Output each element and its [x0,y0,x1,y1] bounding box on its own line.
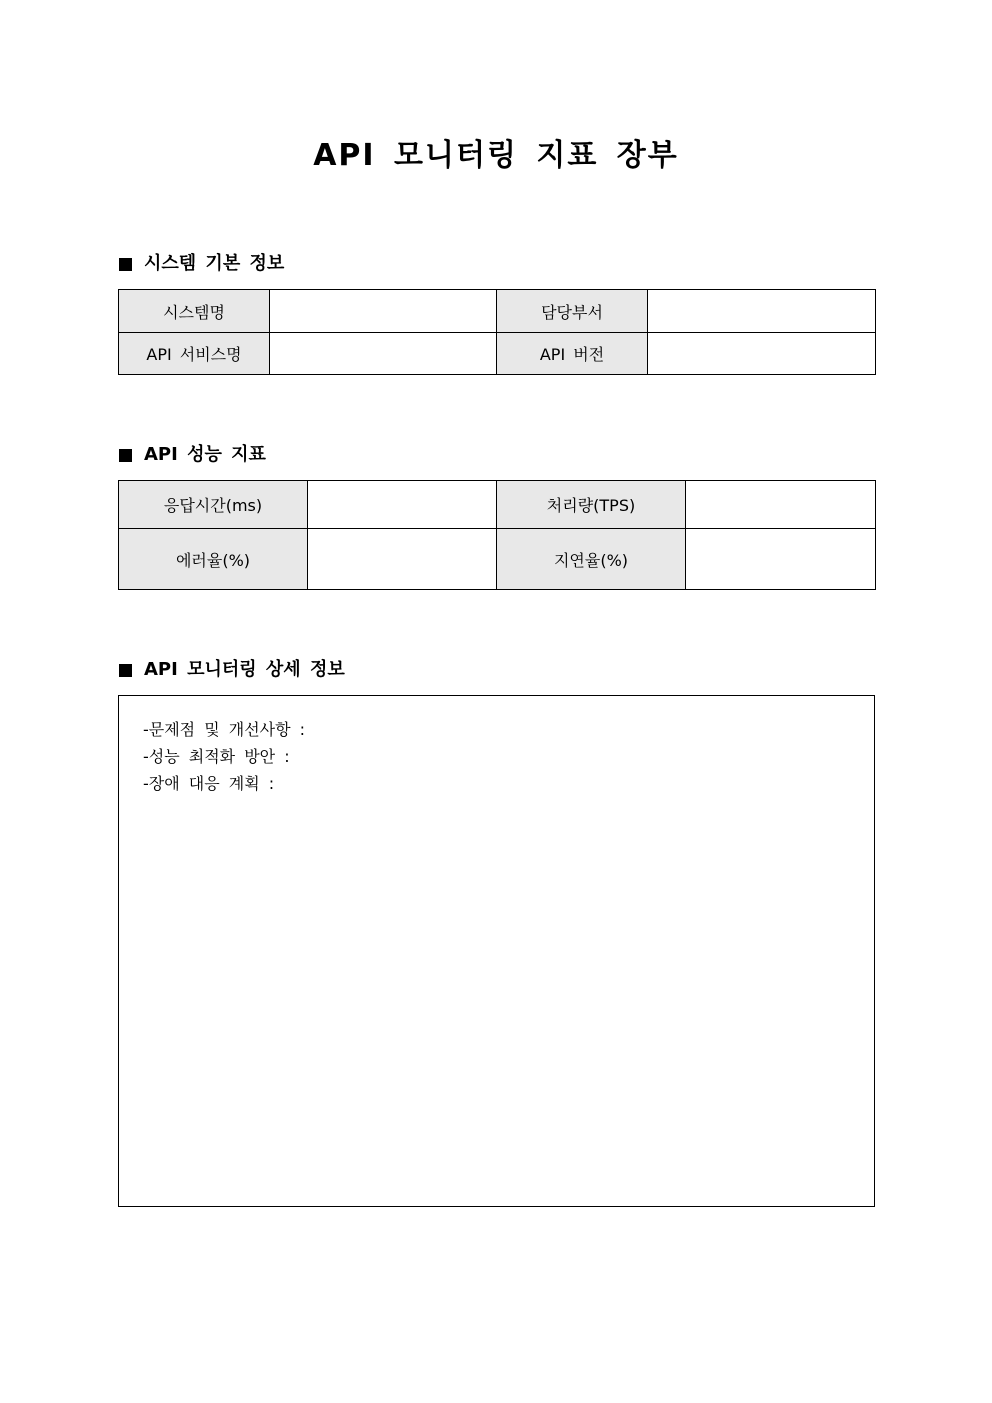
table-row [119,481,876,529]
throughput-field[interactable] [686,481,876,529]
department-label: 담당부서 [497,290,648,333]
performance-table [118,480,876,590]
api-service-name-field[interactable] [270,333,497,375]
square-bullet-icon [119,664,132,677]
department-field[interactable] [648,290,876,333]
response-time-label: 응답시간(ms) [119,481,308,529]
square-bullet-icon [119,258,132,271]
incident-response-line: -장애 대응 계획 : [143,774,275,793]
api-version-field[interactable] [648,333,876,375]
system-name-label: 시스템명 [119,290,270,333]
section-heading-label: 시스템 기본 정보 [144,253,285,274]
error-rate-field[interactable] [308,529,497,590]
api-service-name-label: API 서비스명 [119,333,270,375]
section-heading-performance [119,443,266,467]
detail-lines [143,716,874,797]
section-heading-label: API 모니터링 상세 정보 [144,659,345,680]
table-row [119,333,876,375]
section-heading-details [119,658,345,682]
latency-rate-label: 지연율(%) [497,529,686,590]
square-bullet-icon [119,449,132,462]
table-row [119,529,876,590]
system-name-field[interactable] [270,290,497,333]
system-info-table [118,289,876,375]
section-heading-system-info [119,252,284,276]
response-time-field[interactable] [308,481,497,529]
monitoring-detail-box[interactable] [118,695,875,1207]
throughput-label: 처리량(TPS) [497,481,686,529]
latency-rate-field[interactable] [686,529,876,590]
page-title: API 모니터링 지표 장부 [313,138,679,173]
performance-optimization-line: -성능 최적화 방안 : [143,747,290,766]
issues-improvements-line: -문제점 및 개선사항 : [143,720,306,739]
error-rate-label: 에러율(%) [119,529,308,590]
api-version-label: API 버전 [497,333,648,375]
table-row [119,290,876,333]
section-heading-label: API 성능 지표 [144,444,266,465]
